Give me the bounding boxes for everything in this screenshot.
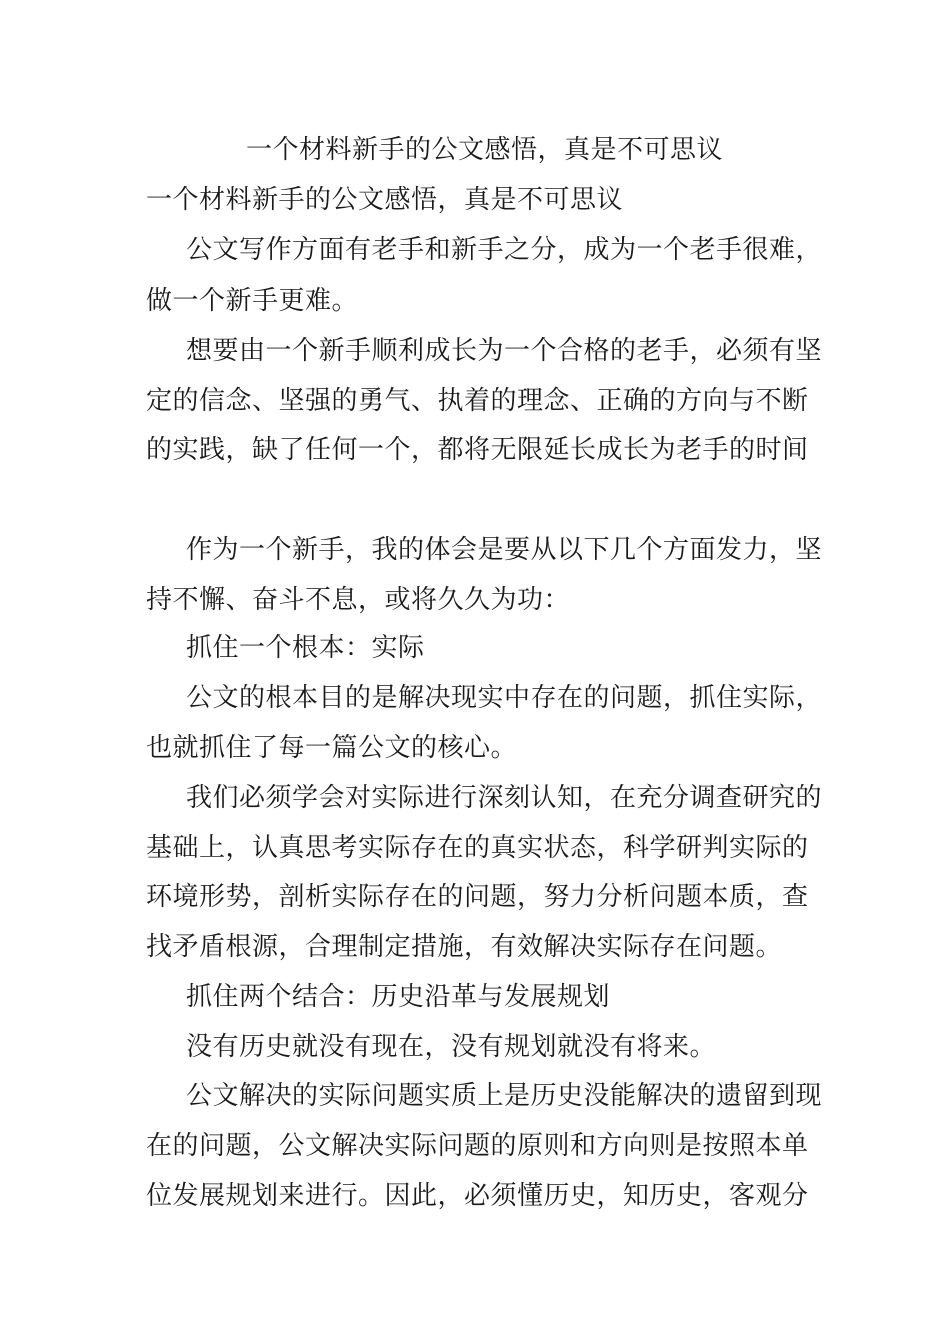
paragraph-line: 定的信念、坚强的勇气、执着的理念、正确的方向与不断: [146, 386, 809, 416]
document-title: 一个材料新手的公文感悟，真是不可思议: [246, 135, 724, 165]
paragraph-line: 公文的根本目的是解决现实中存在的问题，抓住实际，: [186, 683, 823, 713]
paragraph-line: 的实践，缺了任何一个，都将无限延长成长为老手的时间: [146, 435, 809, 465]
paragraph-line: 没有历史就没有现在，没有规划就没有将来。: [186, 1032, 717, 1062]
paragraph-line: 公文解决的实际问题实质上是历史没能解决的遗留到现: [186, 1081, 823, 1111]
section-heading: 抓住两个结合：历史沿革与发展规划: [186, 982, 611, 1012]
paragraph-line: 位发展规划来进行。因此，必须懂历史，知历史，客观分: [146, 1181, 809, 1211]
paragraph-line: 我们必须学会对实际进行深刻认知，在充分调查研究的: [186, 783, 823, 813]
section-heading: 抓住一个根本：实际: [186, 633, 425, 663]
paragraph-line: 环境形势，剖析实际存在的问题，努力分析问题本质，查: [146, 882, 809, 912]
document-subtitle: 一个材料新手的公文感悟，真是不可思议: [146, 185, 624, 215]
paragraph-line: 找矛盾根源，合理制定措施，有效解决实际存在问题。: [146, 932, 783, 962]
paragraph-line: 在的问题，公文解决实际问题的原则和方向则是按照本单: [146, 1131, 809, 1161]
paragraph-line: 公文写作方面有老手和新手之分，成为一个老手很难，: [186, 235, 823, 265]
paragraph-line: 持不懈、奋斗不息，或将久久为功：: [146, 585, 571, 615]
paragraph-line: 基础上，认真思考实际存在的真实状态，科学研判实际的: [146, 833, 809, 863]
paragraph-line: 想要由一个新手顺利成长为一个合格的老手，必须有坚: [186, 336, 823, 366]
paragraph-line: 也就抓住了每一篇公文的核心。: [146, 733, 518, 763]
paragraph-line: 做一个新手更难。: [146, 286, 359, 316]
paragraph-line: 作为一个新手，我的体会是要从以下几个方面发力，坚: [186, 535, 823, 565]
